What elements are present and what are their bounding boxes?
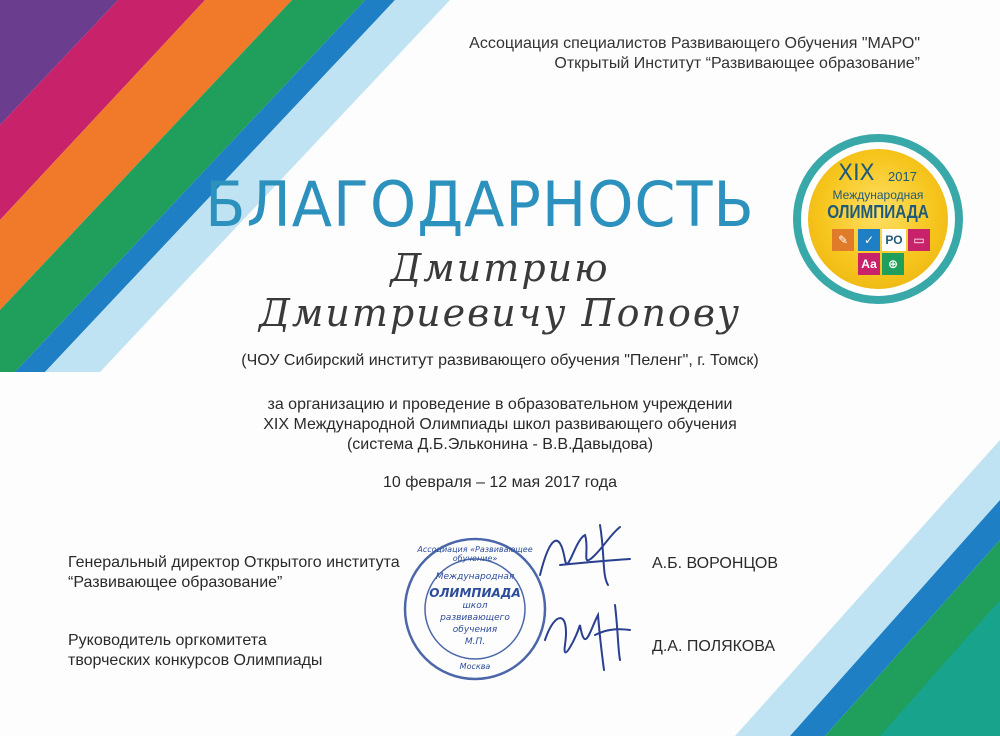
stamp-line-4: развивающего bbox=[440, 613, 510, 623]
official-stamp bbox=[400, 534, 550, 684]
palette-icon: ✎ bbox=[832, 229, 854, 251]
globe-icon: ⊕ bbox=[882, 253, 904, 275]
header bbox=[469, 34, 920, 74]
badge-roman: XIX bbox=[838, 161, 875, 186]
event-period: 10 февраля – 12 мая 2017 года bbox=[383, 474, 617, 491]
badge-main: ОЛИМПИАДА bbox=[827, 202, 929, 222]
stamp-ring-top: Ассоциация «Развивающее обучение» bbox=[417, 545, 533, 563]
recipient-first-name: Дмитрию bbox=[390, 246, 610, 290]
header-line-2: Открытый Институт “Развивающее образование” bbox=[554, 55, 920, 72]
reason-line-2: XIX Международной Олимпиады школ развивающего обучения bbox=[263, 416, 737, 433]
badge-tile-aa: Аа bbox=[858, 253, 880, 275]
certificate-title: БЛАГОДАРНОСТЬ bbox=[205, 168, 755, 241]
header-line-1: Ассоциация специалистов Развивающего Обучения "МАРО" bbox=[469, 35, 920, 52]
signature-1 bbox=[530, 515, 640, 595]
signatory-1-role: Генеральный директор Открытого института “Развивающее образование” bbox=[68, 554, 400, 591]
badge-year: 2017 bbox=[888, 169, 917, 184]
signature-2 bbox=[540, 600, 640, 680]
stamp-line-3: школ bbox=[462, 601, 488, 611]
signatory-2-role: Руководитель оргкомитета творческих конкурсов Олимпиады bbox=[68, 632, 323, 669]
stamp-ring-bottom: Москва bbox=[459, 662, 491, 671]
signatory-1-name: А.Б. ВОРОНЦОВ bbox=[652, 555, 779, 572]
stamp-line-1: Международная bbox=[435, 572, 515, 582]
reason-line-1: за организацию и проведение в образовательном учреждении bbox=[267, 396, 733, 413]
stamp-line-5: обучения bbox=[452, 625, 498, 635]
stamp-line-6: М.П. bbox=[464, 637, 486, 647]
stamp-line-2: ОЛИМПИАДА bbox=[429, 586, 521, 600]
recipient-full-name: Дмитриевичу Попову bbox=[258, 291, 742, 335]
badge-subtitle: Международная bbox=[832, 188, 924, 202]
award-reason bbox=[0, 395, 1000, 455]
signatory-2-name: Д.А. ПОЛЯКОВА bbox=[652, 638, 776, 655]
reason-line-3: (система Д.Б.Эльконина - В.В.Давыдова) bbox=[346, 436, 654, 453]
book-icon: ▭ bbox=[908, 229, 930, 251]
badge-tile-ro: РО bbox=[882, 229, 906, 251]
checkmark-icon: ✓ bbox=[858, 229, 880, 251]
recipient-organization: (ЧОУ Сибирский институт развивающего обучения "Пеленг", г. Томск) bbox=[241, 352, 759, 369]
